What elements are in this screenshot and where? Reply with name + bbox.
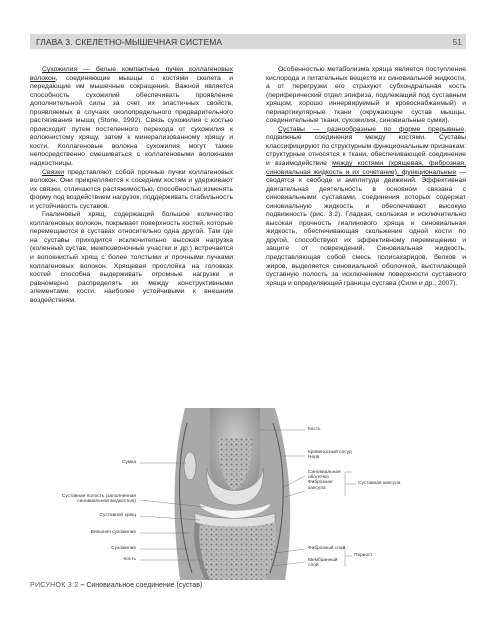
- label-bursa: Сумка: [122, 460, 136, 465]
- paragraph-ligaments: [30, 169, 233, 212]
- paragraph-hyaline-cartilage: Гиалиновый хрящ, содержащий большое количество коллагеновых волокон, покрывает поверхность костей, которые перемещаются в суставах относительно одна другой. Там где на суставы приходится исключительно высокая нагрузка (коленный сустав, межпозвоночные участки и др.) встречается и волокнистый хрящ с более толстыми и прочными пучками коллагеновых волокон. Хрящевая прослойка на головках костей способна выдерживать огромные нагрузки и равномерно распределять их между конструктивными элементами кости, наиболее устойчивыми к внешним воздействиям.: [30, 211, 233, 304]
- caption-separator: –: [80, 582, 85, 589]
- paragraph-cartilage-metabolism: Особенностью метаболизма хряща является поступление кислорода и питательных веществ из синовиальной жидкости, а от перегрузки его страхуют субхондральная кость (периферический отдел эпифиза, подлежащий под суставным хрящом, хорошо иннервируемый и кровоснабжаемый) и периартикулярные ткани (окружающие сустав мышцы, соединительные ткани, сухожилия, синовиальные сумки).: [266, 66, 466, 125]
- label-bone-right: Кость: [308, 427, 321, 432]
- chapter-title: ГЛАВА 3. СКЕЛЕТНО-МЫШЕЧНАЯ СИСТЕМА: [36, 36, 223, 47]
- left-text-column: [30, 66, 233, 305]
- label-synovial-membrane: Синовиальная оболочка Фиброзная капсула: [308, 470, 341, 491]
- label-external-tendon: Внешняя сухожилие: [90, 530, 136, 535]
- right-text-column: [266, 66, 466, 288]
- term-joints: Суставы — разнообразные по форме прерывные: [278, 125, 465, 133]
- label-membrane-layer: Мембранный слой: [308, 558, 338, 569]
- label-bone-left: Кость: [123, 557, 136, 562]
- paragraph-tendons: [30, 66, 233, 169]
- label-articular-cartilage: Суставной хрящ: [99, 513, 136, 518]
- running-header: [30, 34, 466, 49]
- label-tendon: Сухожилие: [111, 546, 136, 551]
- figure-caption: [30, 582, 202, 589]
- label-blood-vessel-nerve: Кровеносный сосуд Нерв: [308, 450, 352, 461]
- paragraph-text: — сводятся к свободе и амплитуде движений. Эффективная двигательная деятельность в основном связана с синовиальными суставами, соединения которых содержат синовиальную жидкость и обеспечивают высокую подвижность (рис. 3.2). Гладкая, скользкая и исключительно высокая прочность гиалинового хряща и синовиальная жидкость, обеспечивающая скольжение одной кости по другой, способствуют их эффективному перемещению и защите от повреждений. Синовиальная жидкость, представляющая собой смесь полисахаридов, белков и жиров, выделяется синовиальной оболочкой, выстилающей суставную полость за исключением поверхности суставного хряща и определяющей границы сустава (Сили и др., 2007).: [266, 168, 466, 287]
- term-tendons: Сухожилия — белые компактные пучки коллагеновых волокон: [30, 66, 233, 82]
- figure-title: Синовиальное соединение (сустав): [86, 582, 203, 589]
- paragraph-text: , подвижные соединения между костями. Суставы классифицируют по структурным функциональным признакам: структурные относятся к ткани, обеспечивающей соединение и взаимодействие: [266, 125, 466, 168]
- paragraph-joints: [266, 126, 466, 288]
- label-periosteum: Периост: [354, 553, 373, 558]
- figure-number: РИСУНОК 3.2: [30, 582, 79, 589]
- page-number: 51: [452, 36, 462, 47]
- term-ligaments: Связки: [42, 168, 65, 176]
- label-joint-capsule: Суставная капсула: [358, 481, 401, 486]
- synovial-joint-figure: [60, 408, 470, 580]
- paragraph-text: представляют собой прочные пучки коллагеновых волокон. Они прикрепляются к соседним костям и удерживают их связки, отличаются растяжимостью, способностью изменять форму под воздействием нагрузок, поддерживать стабильность и устойчивость суставов.: [30, 168, 233, 210]
- label-joint-cavity: Суставная полость (заполненная синовиальной жидкостью): [61, 494, 136, 505]
- paragraph-text: , соединяющие мышцы с костями скелета и передающие им мышечные сокращения. Важной является способность сухожилий обеспечивать проявление дополнительной силы за счет их эластичных свойств, проявляемых в случаях околопредельного предварительного растягивания мышц (Stone, 1992). Связь сухожилия с костью происходит путем постепенного перехода от сухожилия к волокнистому хрящу, затем к минерализованному хрящу и кости. Коллагеновые волокна сухожилия могут также непосредственно смешиваться с коллагеновыми волокнами надкостницы.: [30, 74, 233, 168]
- term-joint-classes: между костями (хрящевая, фиброзная, синовиальная жидкость и их сочетание), функциональные: [266, 160, 466, 176]
- label-fibrous-layer: Фиброзный слой: [308, 546, 346, 551]
